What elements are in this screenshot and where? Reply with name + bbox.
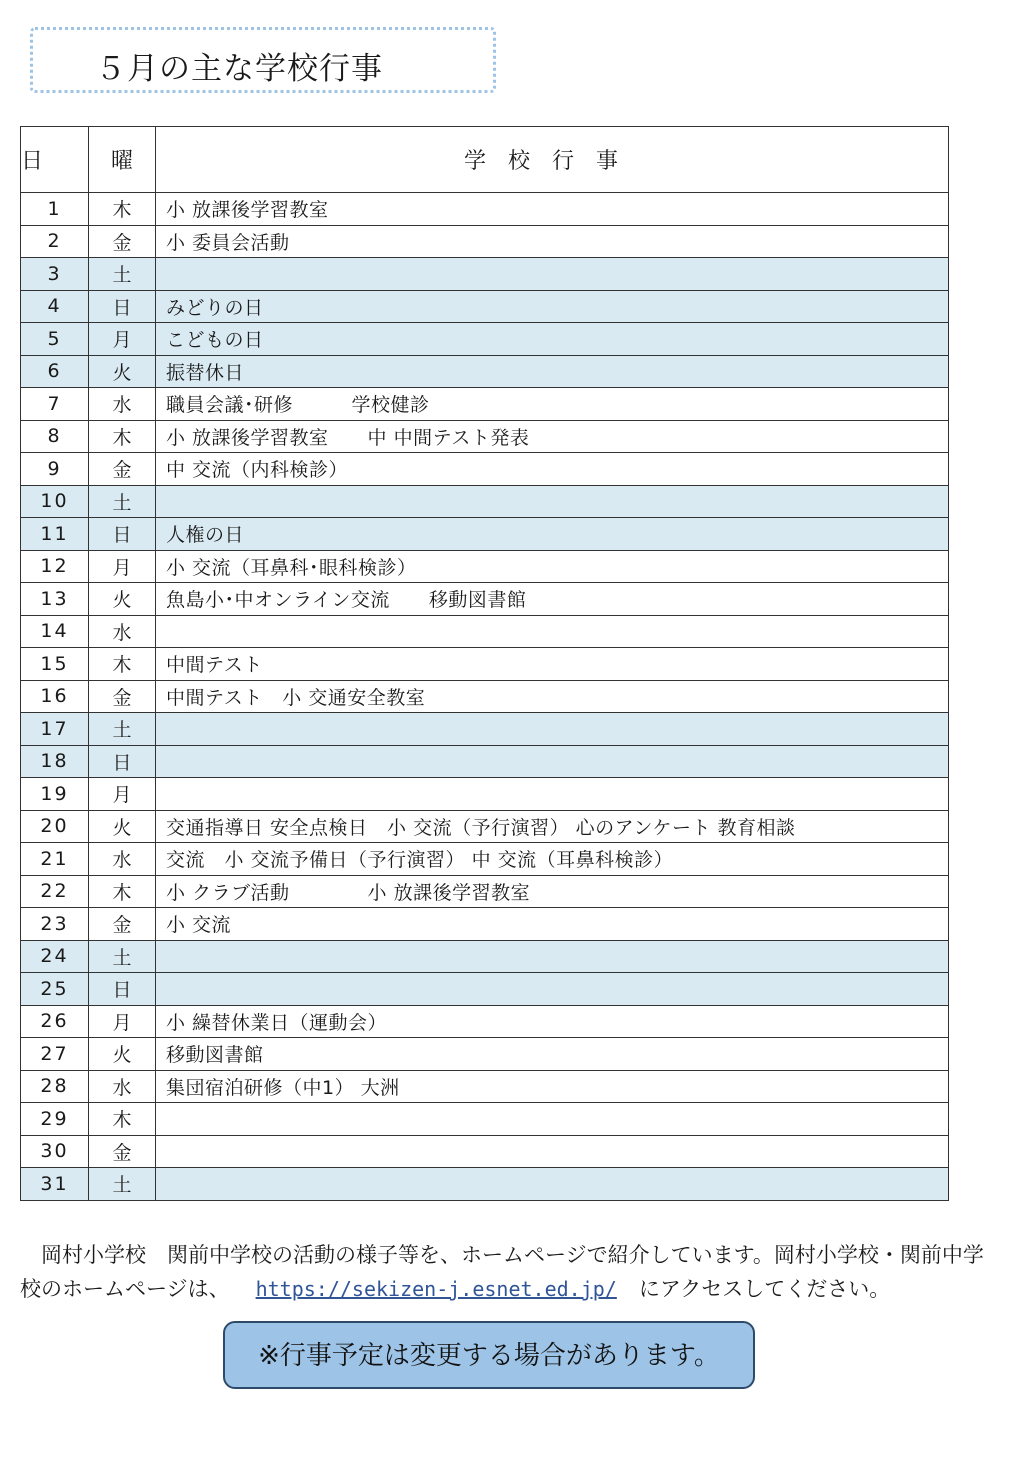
table-row — [21, 583, 949, 616]
cell-weekday: 月 — [89, 1005, 156, 1038]
cell-weekday: 土 — [89, 1168, 156, 1201]
cell-weekday: 土 — [89, 713, 156, 746]
header-day: 日 — [21, 127, 89, 193]
cell-weekday: 土 — [89, 485, 156, 518]
cell-day: 29 — [21, 1103, 89, 1136]
cell-event — [156, 973, 949, 1006]
notice-box — [223, 1321, 755, 1389]
cell-weekday: 日 — [89, 745, 156, 778]
cell-day: 21 — [21, 843, 89, 876]
schedule-body — [21, 193, 949, 1201]
cell-event: 人権の日 — [156, 518, 949, 551]
header-weekday: 曜 — [89, 127, 156, 193]
cell-day: 5 — [21, 323, 89, 356]
cell-day: 26 — [21, 1005, 89, 1038]
cell-day: 2 — [21, 225, 89, 258]
cell-weekday: 木 — [89, 648, 156, 681]
cell-day: 24 — [21, 940, 89, 973]
cell-weekday: 日 — [89, 290, 156, 323]
cell-day: 25 — [21, 973, 89, 1006]
cell-event: 職員会議･研修 学校健診 — [156, 388, 949, 421]
table-row — [21, 908, 949, 941]
table-row — [21, 810, 949, 843]
cell-weekday: 木 — [89, 420, 156, 453]
cell-day: 6 — [21, 355, 89, 388]
cell-day: 22 — [21, 875, 89, 908]
table-row — [21, 713, 949, 746]
table-row — [21, 485, 949, 518]
cell-day: 30 — [21, 1135, 89, 1168]
cell-day: 12 — [21, 550, 89, 583]
table-row — [21, 323, 949, 356]
cell-day: 10 — [21, 485, 89, 518]
table-row — [21, 1038, 949, 1071]
cell-weekday: 月 — [89, 323, 156, 356]
header-event: 学校行事 — [156, 127, 949, 193]
table-row — [21, 550, 949, 583]
cell-event: 小 放課後学習教室 — [156, 193, 949, 226]
cell-event: 小 交流 — [156, 908, 949, 941]
cell-event: 集団宿泊研修（中1） 大洲 — [156, 1070, 949, 1103]
cell-event: 小 放課後学習教室 中 中間テスト発表 — [156, 420, 949, 453]
cell-weekday: 金 — [89, 1135, 156, 1168]
cell-day: 16 — [21, 680, 89, 713]
table-row — [21, 1103, 949, 1136]
cell-weekday: 土 — [89, 258, 156, 291]
cell-day: 4 — [21, 290, 89, 323]
cell-weekday: 金 — [89, 908, 156, 941]
table-row — [21, 225, 949, 258]
cell-weekday: 金 — [89, 680, 156, 713]
page-title: ５月の主な学校行事 — [95, 51, 383, 87]
table-row — [21, 940, 949, 973]
cell-event: 小 委員会活動 — [156, 225, 949, 258]
cell-day: 18 — [21, 745, 89, 778]
table-row — [21, 453, 949, 486]
notice-text: ※行事予定は変更する場合があります。 — [258, 1340, 720, 1371]
cell-event — [156, 1168, 949, 1201]
table-row — [21, 615, 949, 648]
cell-event: こどもの日 — [156, 323, 949, 356]
cell-weekday: 月 — [89, 550, 156, 583]
table-row — [21, 1070, 949, 1103]
table-row — [21, 1135, 949, 1168]
cell-event: 交流 小 交流予備日（予行演習） 中 交流（耳鼻科検診） — [156, 843, 949, 876]
cell-weekday: 火 — [89, 810, 156, 843]
table-row — [21, 680, 949, 713]
cell-day: 13 — [21, 583, 89, 616]
cell-event — [156, 745, 949, 778]
cell-day: 19 — [21, 778, 89, 811]
cell-event — [156, 258, 949, 291]
cell-event — [156, 713, 949, 746]
cell-event — [156, 778, 949, 811]
cell-day: 27 — [21, 1038, 89, 1071]
title-box — [30, 27, 496, 93]
cell-event: 移動図書館 — [156, 1038, 949, 1071]
footer-text-after: にアクセスしてください。 — [638, 1277, 891, 1301]
table-row — [21, 420, 949, 453]
table-row — [21, 648, 949, 681]
table-row — [21, 355, 949, 388]
table-row — [21, 778, 949, 811]
cell-day: 11 — [21, 518, 89, 551]
cell-event: 中間テスト 小 交通安全教室 — [156, 680, 949, 713]
table-row — [21, 843, 949, 876]
table-row — [21, 258, 949, 291]
schedule-table — [20, 126, 949, 1201]
cell-event: 魚島小･中オンライン交流 移動図書館 — [156, 583, 949, 616]
cell-day: 9 — [21, 453, 89, 486]
table-row — [21, 745, 949, 778]
cell-weekday: 水 — [89, 843, 156, 876]
cell-day: 28 — [21, 1070, 89, 1103]
cell-event: 小 交流（耳鼻科･眼科検診） — [156, 550, 949, 583]
cell-event — [156, 485, 949, 518]
footer-text-before: 岡村小学校 関前中学校の活動の様子等を、ホームページで紹介しています。岡村小学校・関前中学校のホームページは、 — [20, 1243, 984, 1301]
cell-day: 3 — [21, 258, 89, 291]
cell-weekday: 月 — [89, 778, 156, 811]
cell-day: 14 — [21, 615, 89, 648]
cell-weekday: 火 — [89, 583, 156, 616]
cell-weekday: 木 — [89, 1103, 156, 1136]
cell-weekday: 金 — [89, 225, 156, 258]
cell-weekday: 土 — [89, 940, 156, 973]
table-header-row — [21, 127, 949, 193]
cell-event: みどりの日 — [156, 290, 949, 323]
cell-event: 交通指導日 安全点検日 小 交流（予行演習） 心のアンケート 教育相談 — [156, 810, 949, 843]
table-row — [21, 193, 949, 226]
cell-weekday: 水 — [89, 615, 156, 648]
cell-event — [156, 1135, 949, 1168]
cell-weekday: 木 — [89, 193, 156, 226]
table-row — [21, 388, 949, 421]
table-row — [21, 973, 949, 1006]
cell-event — [156, 940, 949, 973]
cell-event: 小 クラブ活動 小 放課後学習教室 — [156, 875, 949, 908]
cell-event: 振替休日 — [156, 355, 949, 388]
cell-day: 20 — [21, 810, 89, 843]
cell-event: 小 繰替休業日（運動会） — [156, 1005, 949, 1038]
cell-weekday: 金 — [89, 453, 156, 486]
homepage-link[interactable]: https://sekizen-j.esnet.ed.jp/ — [255, 1277, 617, 1301]
cell-event: 中 交流（内科検診） — [156, 453, 949, 486]
cell-day: 17 — [21, 713, 89, 746]
cell-weekday: 木 — [89, 875, 156, 908]
cell-event — [156, 1103, 949, 1136]
cell-day: 15 — [21, 648, 89, 681]
cell-event — [156, 615, 949, 648]
cell-day: 1 — [21, 193, 89, 226]
table-row — [21, 1168, 949, 1201]
cell-weekday: 火 — [89, 355, 156, 388]
table-row — [21, 1005, 949, 1038]
cell-weekday: 日 — [89, 973, 156, 1006]
cell-day: 31 — [21, 1168, 89, 1201]
cell-weekday: 水 — [89, 388, 156, 421]
cell-day: 7 — [21, 388, 89, 421]
footer-paragraph — [20, 1238, 992, 1306]
cell-weekday: 火 — [89, 1038, 156, 1071]
table-row — [21, 518, 949, 551]
table-row — [21, 875, 949, 908]
cell-day: 8 — [21, 420, 89, 453]
cell-weekday: 水 — [89, 1070, 156, 1103]
cell-day: 23 — [21, 908, 89, 941]
cell-event: 中間テスト — [156, 648, 949, 681]
cell-weekday: 日 — [89, 518, 156, 551]
table-row — [21, 290, 949, 323]
